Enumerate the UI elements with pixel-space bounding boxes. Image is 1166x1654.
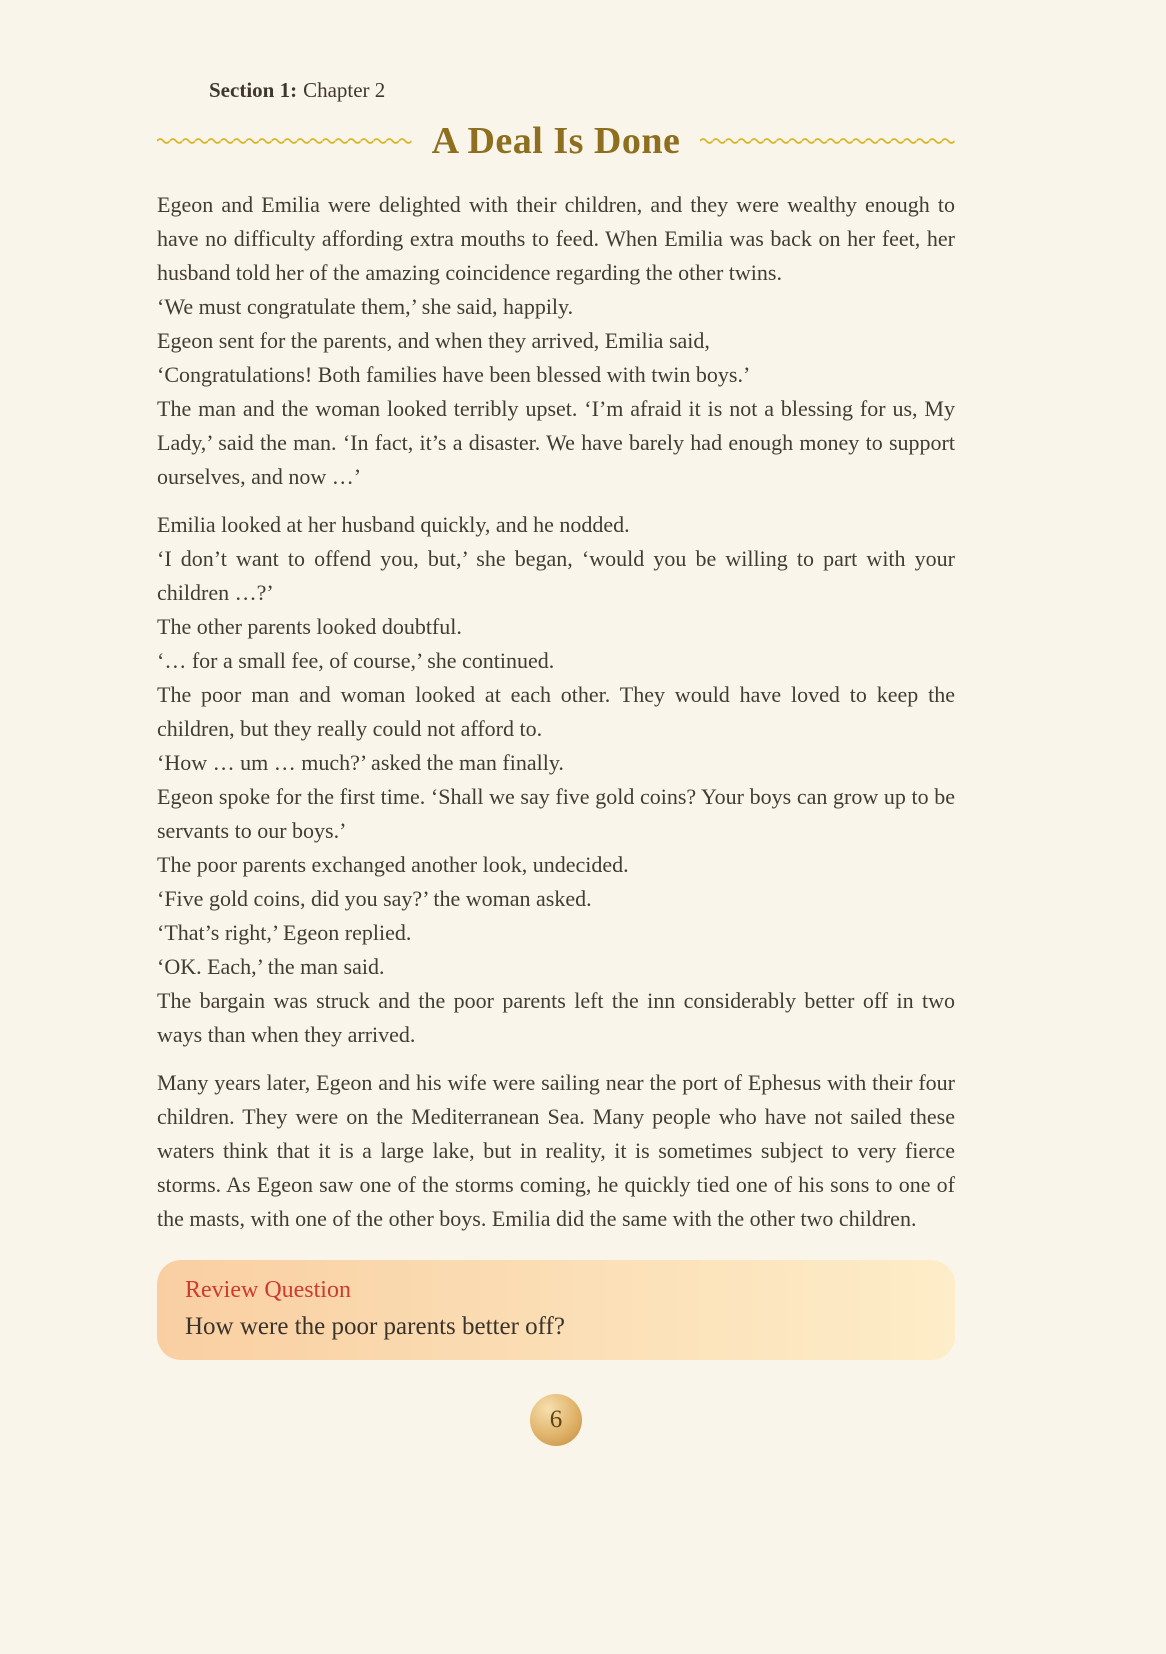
story-paragraph: Egeon and Emilia were delighted with their children, and they were wealthy enough to have no difficulty affording extra mouths to feed. When Emilia was back on her feet, her husband told her of the amazing coincidence regarding the other twins.	[157, 192, 955, 285]
chapter-label: Chapter 2	[303, 78, 386, 102]
story-paragraph: Egeon spoke for the first time. ‘Shall we say five gold coins? Your boys can grow up to be servants to our boys.’	[157, 784, 955, 843]
story-paragraph: ‘Congratulations! Both families have been blessed with twin boys.’	[157, 362, 751, 387]
story-paragraph: ‘We must congratulate them,’ she said, happily.	[157, 294, 574, 319]
story-paragraph: Many years later, Egeon and his wife were sailing near the port of Ephesus with their four children. They were on the Mediterranean Sea. Many people who have not sailed these waters think that it is a large lake, but in reality, it is sometimes subject to very fierce storms. As Egeon saw one of the storms coming, he quickly tied one of his sons to one of the masts, with one of the other boys. Emilia did the same with the other two children.	[157, 1070, 955, 1231]
story-paragraph: ‘I don’t want to offend you, but,’ she began, ‘would you be willing to part with your children …?’	[157, 546, 955, 605]
review-question-box	[157, 1260, 955, 1360]
section-header	[157, 78, 955, 102]
story-text	[157, 188, 955, 1236]
chapter-title: A Deal Is Done	[431, 120, 681, 162]
story-paragraph: Emilia looked at her husband quickly, and he nodded.	[157, 512, 630, 537]
story-paragraph: ‘How … um … much?’ asked the man finally.	[157, 750, 564, 775]
story-paragraph: The poor man and woman looked at each other. They would have loved to keep the children, but they really could not afford to.	[157, 682, 955, 741]
story-paragraph: ‘… for a small fee, of course,’ she continued.	[157, 648, 555, 673]
story-paragraph: ‘That’s right,’ Egeon replied.	[157, 920, 412, 945]
review-question-title: Review Question	[185, 1277, 351, 1303]
story-paragraph: ‘Five gold coins, did you say?’ the woman asked.	[157, 886, 592, 911]
story-paragraph: The poor parents exchanged another look, undecided.	[157, 852, 629, 877]
title-flourish-right-icon	[700, 136, 955, 146]
title-flourish-left-icon	[157, 136, 412, 146]
story-paragraph: ‘OK. Each,’ the man said.	[157, 954, 385, 979]
story-paragraph: Egeon sent for the parents, and when they arrived, Emilia said,	[157, 328, 710, 353]
page-number-badge	[530, 1394, 582, 1446]
story-paragraph: The man and the woman looked terribly upset. ‘I’m afraid it is not a blessing for us, My Lady,’ said the man. ‘In fact, it’s a disaster. We have barely had enough money to support ourselves, and now …’	[157, 396, 955, 489]
chapter-title-row	[157, 118, 955, 164]
story-paragraph: The bargain was struck and the poor parents left the inn considerably better off in two ways than when they arrived.	[157, 988, 955, 1047]
review-question-text: How were the poor parents better off?	[185, 1313, 565, 1340]
story-paragraph: The other parents looked doubtful.	[157, 614, 462, 639]
page-number: 6	[549, 1406, 563, 1433]
page-number-row	[157, 1394, 955, 1446]
section-label: Section 1:	[209, 78, 298, 102]
